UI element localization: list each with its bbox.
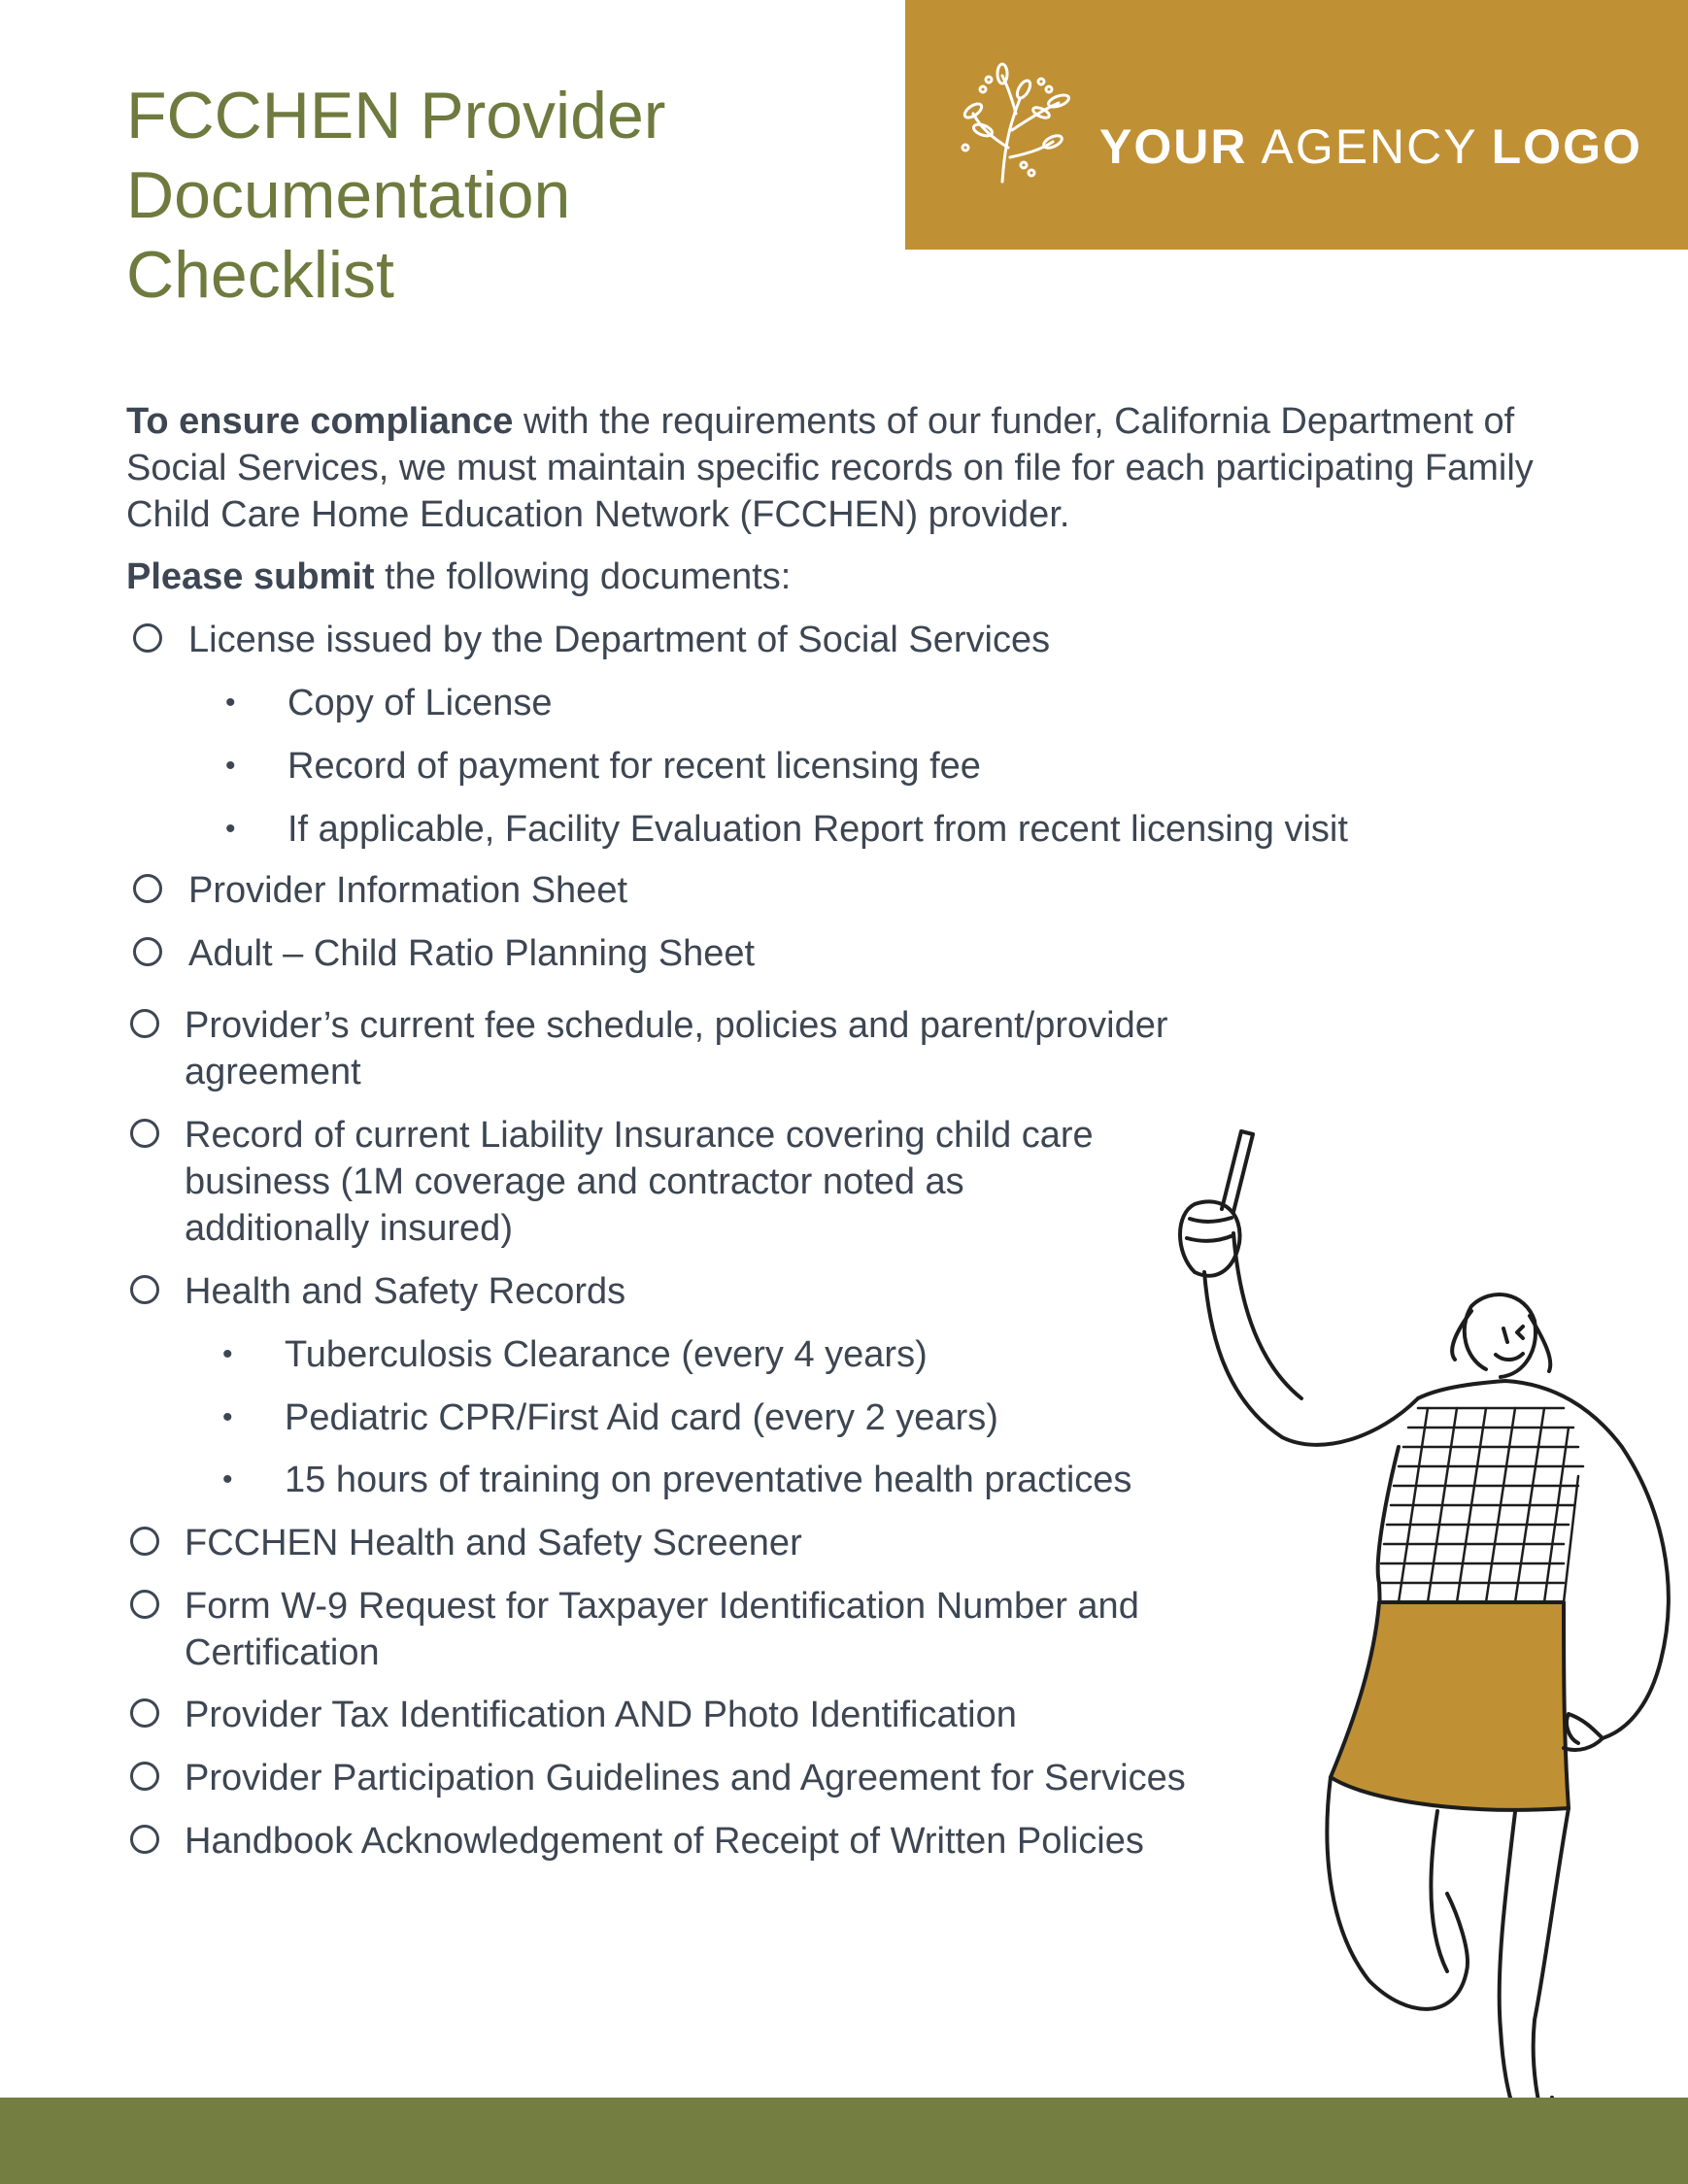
title-line-2: Documentation [126,158,571,232]
sub-item: Tuberculosis Clearance (every 4 years) [285,1334,928,1375]
bullet: • [222,1338,233,1370]
title-line-3: Checklist [126,238,394,312]
checklist-item-cont: agreement [185,1052,361,1092]
agency-logo [905,0,1688,250]
checkbox-circle[interactable] [130,1698,159,1728]
sprig-icon [944,60,1090,186]
sub-item: Pediatric CPR/First Aid card (every 2 years) [285,1397,998,1438]
checklist-item: FCCHEN Health and Safety Screener [185,1523,802,1563]
checklist-item: Provider Tax Identification AND Photo Identification [185,1695,1017,1735]
checklist-item: Record of current Liability Insurance covering child care [185,1115,1094,1156]
checklist-item-cont: Certification [185,1632,380,1673]
checklist-item: Provider Participation Guidelines and Agreement for Services [185,1758,1186,1798]
checkbox-circle[interactable] [130,1119,159,1148]
sub-item: 15 hours of training on preventative health practices [285,1460,1132,1500]
checklist-item: Provider Information Sheet [188,870,628,911]
checkbox-circle[interactable] [130,1825,159,1854]
checklist-item: Form W-9 Request for Taxpayer Identification Number and [185,1586,1139,1627]
checkbox-circle[interactable] [130,1527,159,1556]
checklist-item: Adult – Child Ratio Planning Sheet [188,933,756,974]
title-line-1: FCCHEN Provider [126,79,666,152]
instructions: Please submit the following documents: [126,556,792,597]
woman-illustration [1136,1117,1688,2184]
checkbox-circle[interactable] [133,937,162,966]
checklist-item: License issued by the Department of Social Services [188,620,1051,660]
checkbox-circle[interactable] [130,1762,159,1791]
checkbox-circle[interactable] [133,623,162,653]
sub-item: Record of payment for recent licensing fee [287,746,981,787]
checklist-item: Provider’s current fee schedule, policies and parent/provider [185,1005,1168,1046]
footer-band [0,2098,1688,2184]
bullet: • [222,1401,233,1433]
checklist-item: Handbook Acknowledgement of Receipt of Written Policies [185,1821,1144,1862]
checkbox-circle[interactable] [130,1590,159,1619]
checkbox-circle[interactable] [130,1275,159,1304]
bullet: • [222,1463,233,1495]
checklist-item-cont: additionally insured) [185,1208,513,1249]
bullet: • [225,750,236,782]
logo-text: YOUR AGENCY LOGO [1099,119,1642,174]
sub-item: If applicable, Facility Evaluation Report from recent licensing visit [287,809,1348,850]
checkbox-circle[interactable] [130,1009,159,1038]
checklist-item: Health and Safety Records [185,1271,626,1312]
bullet: • [225,813,236,845]
bullet: • [225,687,236,719]
checklist-item-cont: business (1M coverage and contractor noted as [185,1161,964,1202]
checkbox-circle[interactable] [133,874,162,903]
sub-item: Copy of License [287,683,553,723]
intro-paragraph: To ensure compliance with the requirements of our funder, California Department of Social Services, we must maintain specific records on file for each participating Family Child Care Home Education Network (FCCHEN) provider. [126,401,1534,535]
page-title [126,76,748,315]
